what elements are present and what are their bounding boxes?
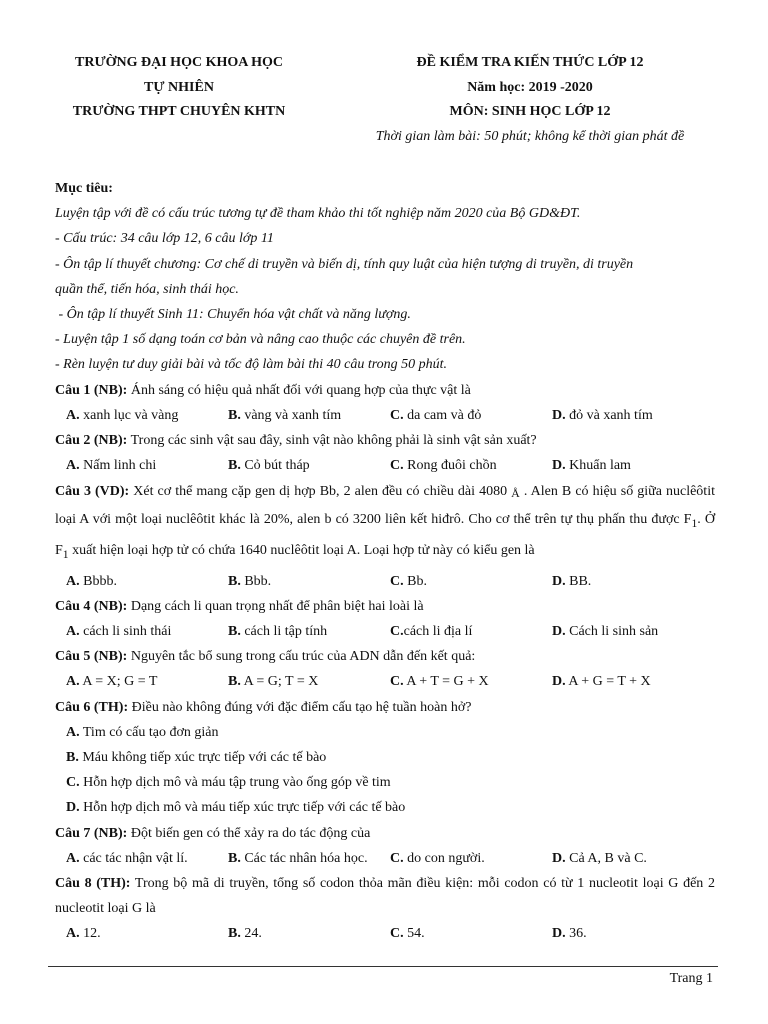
option-b[interactable]: B. vàng và xanh tím [228, 407, 342, 423]
question-label: Câu 6 (TH): [55, 699, 129, 715]
question-text: Câu 3 (VD): Xét cơ thể mang cặp gen dị hợp Bb, 2 alen đều có chiều dài 4080 Å . Alen B có hiệu số giữa nuclêôtit loại A với một loại nuclêôtit khác là 20%, alen b có 3200 liên kết hiđrô. Cho cơ thể trên tự thụ phấn thu được $F_1$. Ở $F_1$ xuất hiện loại hợp tử có chứa 1640 nuclêôtit loại A. Loại hợp tử này có kiểu gen là [55, 484, 715, 562]
question-4 [55, 594, 715, 644]
objective-line: Luyện tập với đề có cấu trúc tương tự đề tham khảo thi tốt nghiệp năm 2020 của Bộ GD&ĐT. [55, 206, 581, 222]
question-label: Câu 5 (NB): [55, 649, 128, 665]
option-a[interactable]: A. Nấm linh chi [66, 458, 157, 474]
option-c[interactable]: C. do con người. [390, 850, 485, 866]
school-name-line1: TRƯỜNG ĐẠI HỌC KHOA HỌC [75, 55, 283, 70]
option-c[interactable]: C. A + T = G + X [390, 674, 489, 690]
option-d[interactable]: D. Hỗn hợp dịch mô và máu tiếp xúc trực tiếp với các tế bào [66, 800, 406, 816]
question-text: Điều nào không đúng với đặc điểm cấu tạo hệ tuần hoàn hở? [128, 699, 472, 715]
objective-line: - Rèn luyện tư duy giải bài và tốc độ làm bài thi 40 câu trong 50 phút. [55, 357, 448, 373]
options-row [55, 453, 715, 478]
options-row [55, 846, 715, 871]
option-d[interactable]: D. A + G = T + X [552, 674, 651, 690]
objectives-heading: Mục tiêu: [55, 181, 113, 196]
question-text: Ánh sáng có hiệu quả nhất đối với quang hợp của thực vật là [127, 382, 471, 398]
objective-line: - Luyện tập 1 số dạng toán cơ bản và nâng cao thuộc các chuyên đề trên. [55, 332, 466, 348]
options-row [55, 569, 715, 594]
page-number: Trang 1 [669, 971, 713, 986]
option-c[interactable]: C. Rong đuôi chồn [390, 458, 497, 474]
option-d[interactable]: D. đỏ và xanh tím [552, 407, 653, 423]
option-a[interactable]: A. xanh lục và vàng [66, 407, 179, 423]
question-label: Câu 8 (TH): [55, 875, 131, 891]
option-b[interactable]: B. cách li tập tính [228, 623, 328, 639]
school-year: Năm học: 2019 -2020 [467, 79, 593, 95]
option-b[interactable]: B. Bbb. [228, 573, 272, 589]
option-a[interactable]: A. 12. [66, 926, 101, 942]
question-text: Đột biến gen có thể xảy ra do tác động của [127, 825, 371, 841]
question-1 [55, 378, 715, 428]
exam-header [330, 51, 730, 149]
objective-line: - Cấu trúc: 34 câu lớp 12, 6 câu lớp 11 [55, 231, 274, 247]
question-5 [55, 644, 715, 694]
question-label: Câu 2 (NB): [55, 433, 128, 449]
question-2 [55, 428, 715, 478]
option-d[interactable]: D. Khuẩn lam [552, 458, 631, 474]
option-b[interactable]: B. 24. [228, 926, 262, 942]
option-b[interactable]: B. A = G; T = X [228, 674, 319, 690]
school-name-line3: TRƯỜNG THPT CHUYÊN KHTN [72, 104, 286, 119]
option-a[interactable]: A. các tác nhận vật lí. [66, 850, 188, 866]
option-d[interactable]: D. Cách li sinh sản [552, 623, 659, 639]
option-c[interactable]: C. Bb. [390, 573, 427, 589]
option-b[interactable]: B. Cỏ bút tháp [228, 458, 310, 474]
footer-divider [48, 966, 718, 967]
exam-time: Thời gian làm bài: 50 phút; không kể thời gian phát đề [375, 128, 685, 144]
question-6 [55, 695, 715, 821]
objective-line: - Ôn tập lí thuyết chương: Cơ chế di truyền và biến dị, tính quy luật của hiện tượng di truyền, di truyền [55, 256, 634, 272]
option-a[interactable]: A. A = X; G = T [66, 674, 158, 690]
question-3 [55, 478, 715, 593]
options-row [55, 669, 715, 694]
question-label: Câu 7 (NB): [55, 825, 128, 841]
option-c[interactable]: C. 54. [390, 926, 425, 942]
options-row [55, 921, 715, 946]
question-7 [55, 821, 715, 871]
question-text: Trong các sinh vật sau đây, sinh vật nào không phải là sinh vật sản xuất? [127, 433, 537, 449]
school-name-line2: TỰ NHIÊN [144, 79, 214, 95]
option-d[interactable]: D. 36. [552, 926, 587, 942]
question-text: Dạng cách li quan trọng nhất để phân biệt hai loài là [127, 598, 424, 614]
option-c[interactable]: C.cách li địa lí [390, 623, 473, 639]
option-d[interactable]: D. Cả A, B và C. [552, 850, 647, 866]
option-d[interactable]: D. BB. [552, 573, 592, 589]
question-label: Câu 4 (NB): [55, 598, 128, 614]
exam-content [55, 176, 715, 947]
exam-title: ĐỀ KIỂM TRA KIẾN THỨC LỚP 12 [416, 55, 644, 70]
school-header [40, 51, 318, 125]
option-b[interactable]: B. Các tác nhân hóa học. [228, 850, 368, 866]
options-row [55, 619, 715, 644]
question-label: Câu 3 (VD): [55, 484, 130, 500]
option-a[interactable]: A. Tim có cấu tạo đơn giản [66, 724, 219, 740]
option-a[interactable]: A. Bbbb. [66, 573, 117, 589]
question-text: Câu 8 (TH): Trong bộ mã di truyền, tổng số codon thỏa mãn điều kiện: mỗi codon có từ 1 nucleotit loại G đến 2 nucleotit loại G là [55, 875, 715, 917]
subject-title: MÔN: SINH HỌC LỚP 12 [449, 104, 611, 119]
question-label: Câu 1 (NB): [55, 382, 128, 398]
options-row [55, 403, 715, 428]
objective-line: - Ôn tập lí thuyết Sinh 11: Chuyển hóa vật chất và năng lượng. [55, 307, 411, 323]
objective-line: quần thể, tiến hóa, sinh thái học. [55, 281, 239, 297]
option-a[interactable]: A. cách li sinh thái [66, 623, 172, 639]
question-8 [55, 871, 715, 947]
question-text: Nguyên tắc bổ sung trong cấu trúc của ADN dẫn đến kết quả: [127, 649, 476, 665]
option-b[interactable]: B. Máu không tiếp xúc trực tiếp với các tế bào [66, 749, 327, 765]
option-c[interactable]: C. da cam và đỏ [390, 407, 482, 423]
option-c[interactable]: C. Hỗn hợp dịch mô và máu tập trung vào ống góp về tim [66, 775, 391, 791]
angstrom-unit: Å [511, 486, 520, 501]
